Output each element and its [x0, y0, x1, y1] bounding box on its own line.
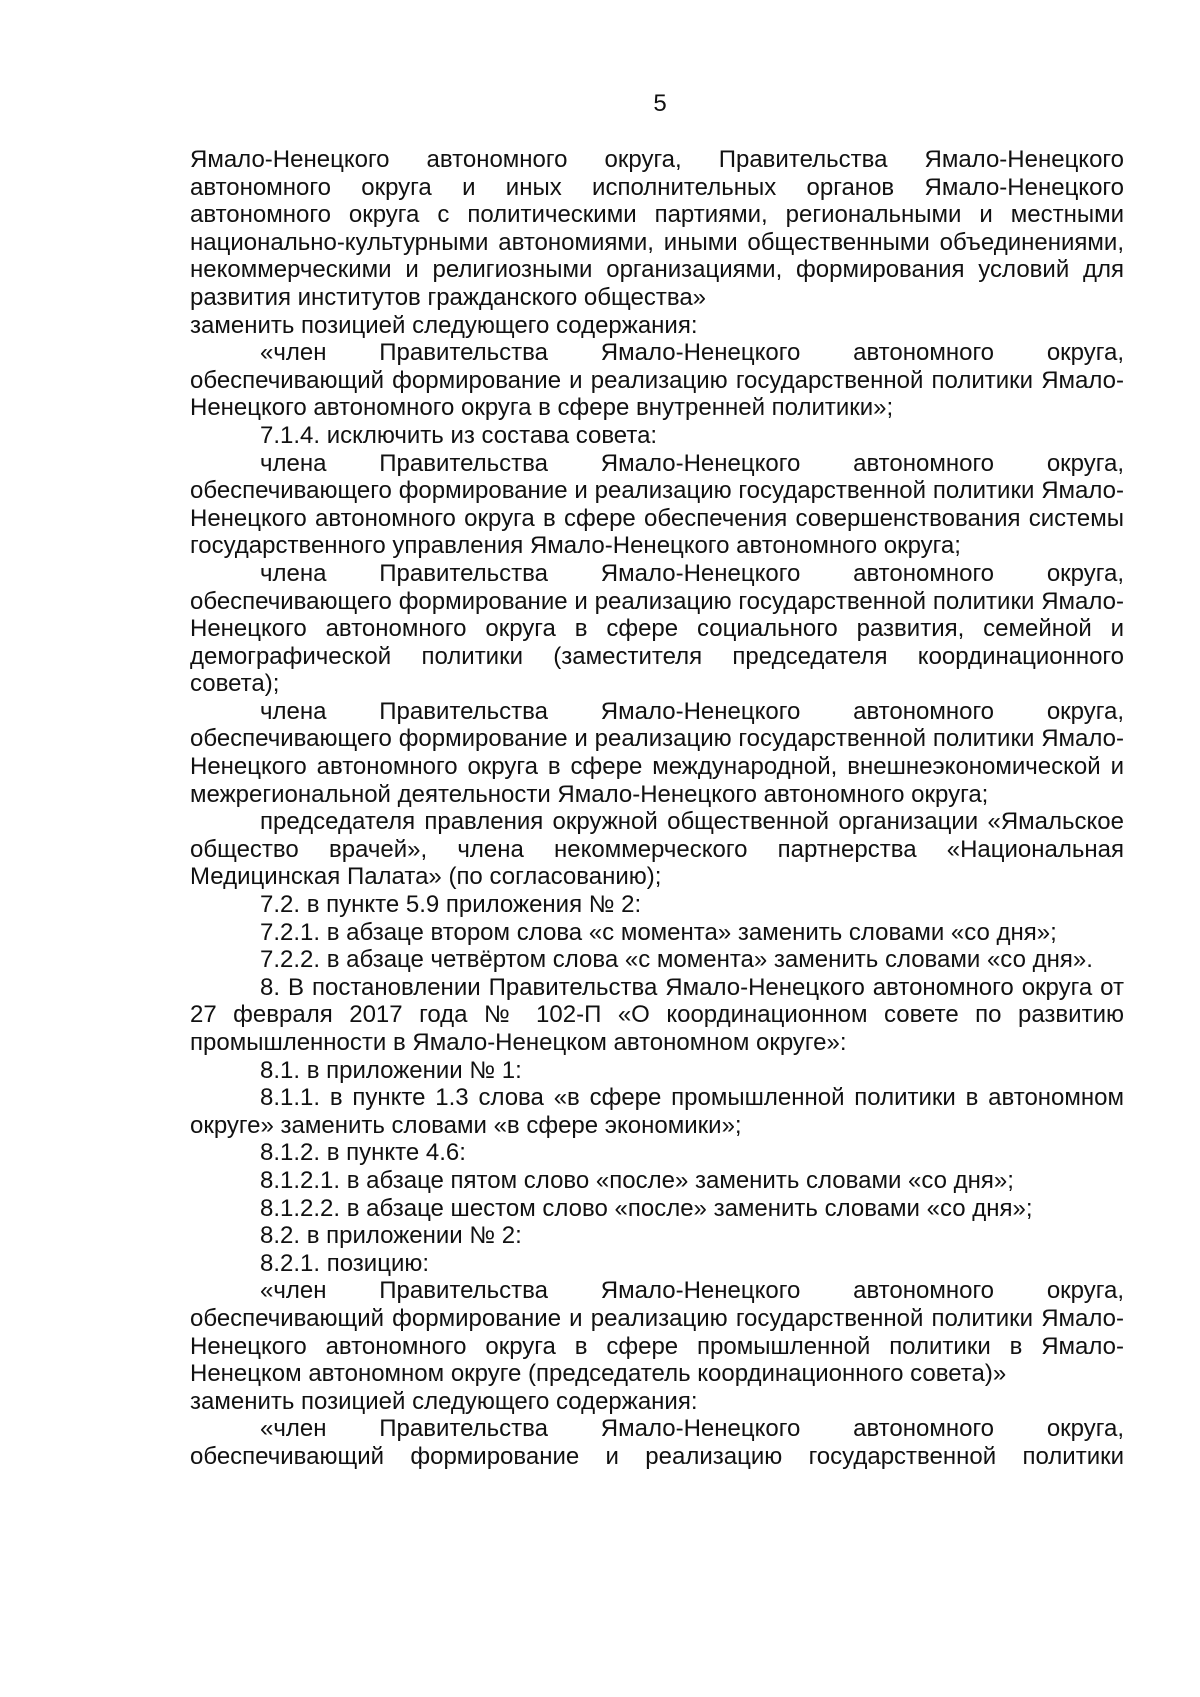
paragraph: 8.2.1. позицию:	[260, 1249, 430, 1277]
paragraph: 8.1.2.2. в абзаце шестом слово «после» заменить словами «со дня»;	[260, 1194, 1033, 1222]
paragraph: заменить позицией следующего содержания:	[190, 311, 698, 339]
paragraph: «член Правительства Ямало-Ненецкого автономного округа, обеспечивающий формирование и реализацию государственной политики Ямало-Ненецкого автономного округа в сфере промышленной политики в Ямало-Ненецком автономном округе (председатель координационного совета)»	[190, 1277, 1124, 1388]
page-number: 5	[653, 90, 667, 117]
paragraph: 7.2.1. в абзаце втором слова «с момента» заменить словами «со дня»;	[260, 918, 1057, 946]
paragraph: председателя правления окружной общественной организации «Ямальское общество врачей», члена некоммерческого партнерства «Национальная Медицинская Палата» (по согласованию);	[190, 808, 1124, 891]
paragraph: члена Правительства Ямало-Ненецкого автономного округа, обеспечивающего формирование и реализацию государственной политики Ямало-Ненецкого автономного округа в сфере социального развития, семейной и демографической политики (заместителя председателя координационного совета);	[190, 559, 1124, 698]
paragraph: члена Правительства Ямало-Ненецкого автономного округа, обеспечивающего формирование и реализацию государственной политики Ямало-Ненецкого автономного округа в сфере международной, внешнеэкономической и межрегиональной деятельности Ямало-Ненецкого автономного округа;	[190, 697, 1124, 808]
paragraph: 8.2. в приложении № 2:	[260, 1222, 522, 1250]
paragraph: заменить позицией следующего содержания:	[190, 1387, 698, 1415]
paragraph: 7.2. в пункте 5.9 приложения № 2:	[260, 891, 642, 919]
paragraph: «член Правительства Ямало-Ненецкого автономного округа, обеспечивающий формирование и реализацию государственной политики Ямало-Ненецкого автономного округа в сфере внутренней политики»;	[190, 339, 1124, 422]
paragraph: 8.1.1. в пункте 1.3 слова «в сфере промышленной политики в автономном округе» заменить словами «в сфере экономики»;	[190, 1084, 1124, 1139]
document-body	[190, 146, 1124, 1471]
paragraph: Ямало-Ненецкого автономного округа, Правительства Ямало-Ненецкого автономного округа и иных исполнительных органов Ямало-Ненецкого автономного округа с политическими партиями, региональными и местными национально-культурными автономиями, иными общественными объединениями, некоммерческими и религиозными организациями, формирования условий для развития институтов гражданского общества»	[190, 146, 1124, 311]
paragraph: «член Правительства Ямало-Ненецкого автономного округа, обеспечивающий формирование и реализацию государственной политики	[190, 1415, 1124, 1470]
paragraph: 7.2.2. в абзаце четвёртом слова «с момента» заменить словами «со дня».	[260, 946, 1093, 974]
paragraph: 8. В постановлении Правительства Ямало-Ненецкого автономного округа от 27 февраля 2017 года № 102-П «О координационном совете по развитию промышленности в Ямало-Ненецком автономном округе»:	[190, 973, 1124, 1056]
paragraph: 8.1.2. в пункте 4.6:	[260, 1139, 466, 1167]
paragraph: члена Правительства Ямало-Ненецкого автономного округа, обеспечивающего формирование и реализацию государственной политики Ямало-Ненецкого автономного округа в сфере обеспечения совершенствования системы государственного управления Ямало-Ненецкого автономного округа;	[190, 449, 1124, 560]
paragraph: 8.1.2.1. в абзаце пятом слово «после» заменить словами «со дня»;	[260, 1166, 1014, 1194]
paragraph: 7.1.4. исключить из состава совета:	[260, 421, 658, 449]
paragraph: 8.1. в приложении № 1:	[260, 1056, 522, 1084]
